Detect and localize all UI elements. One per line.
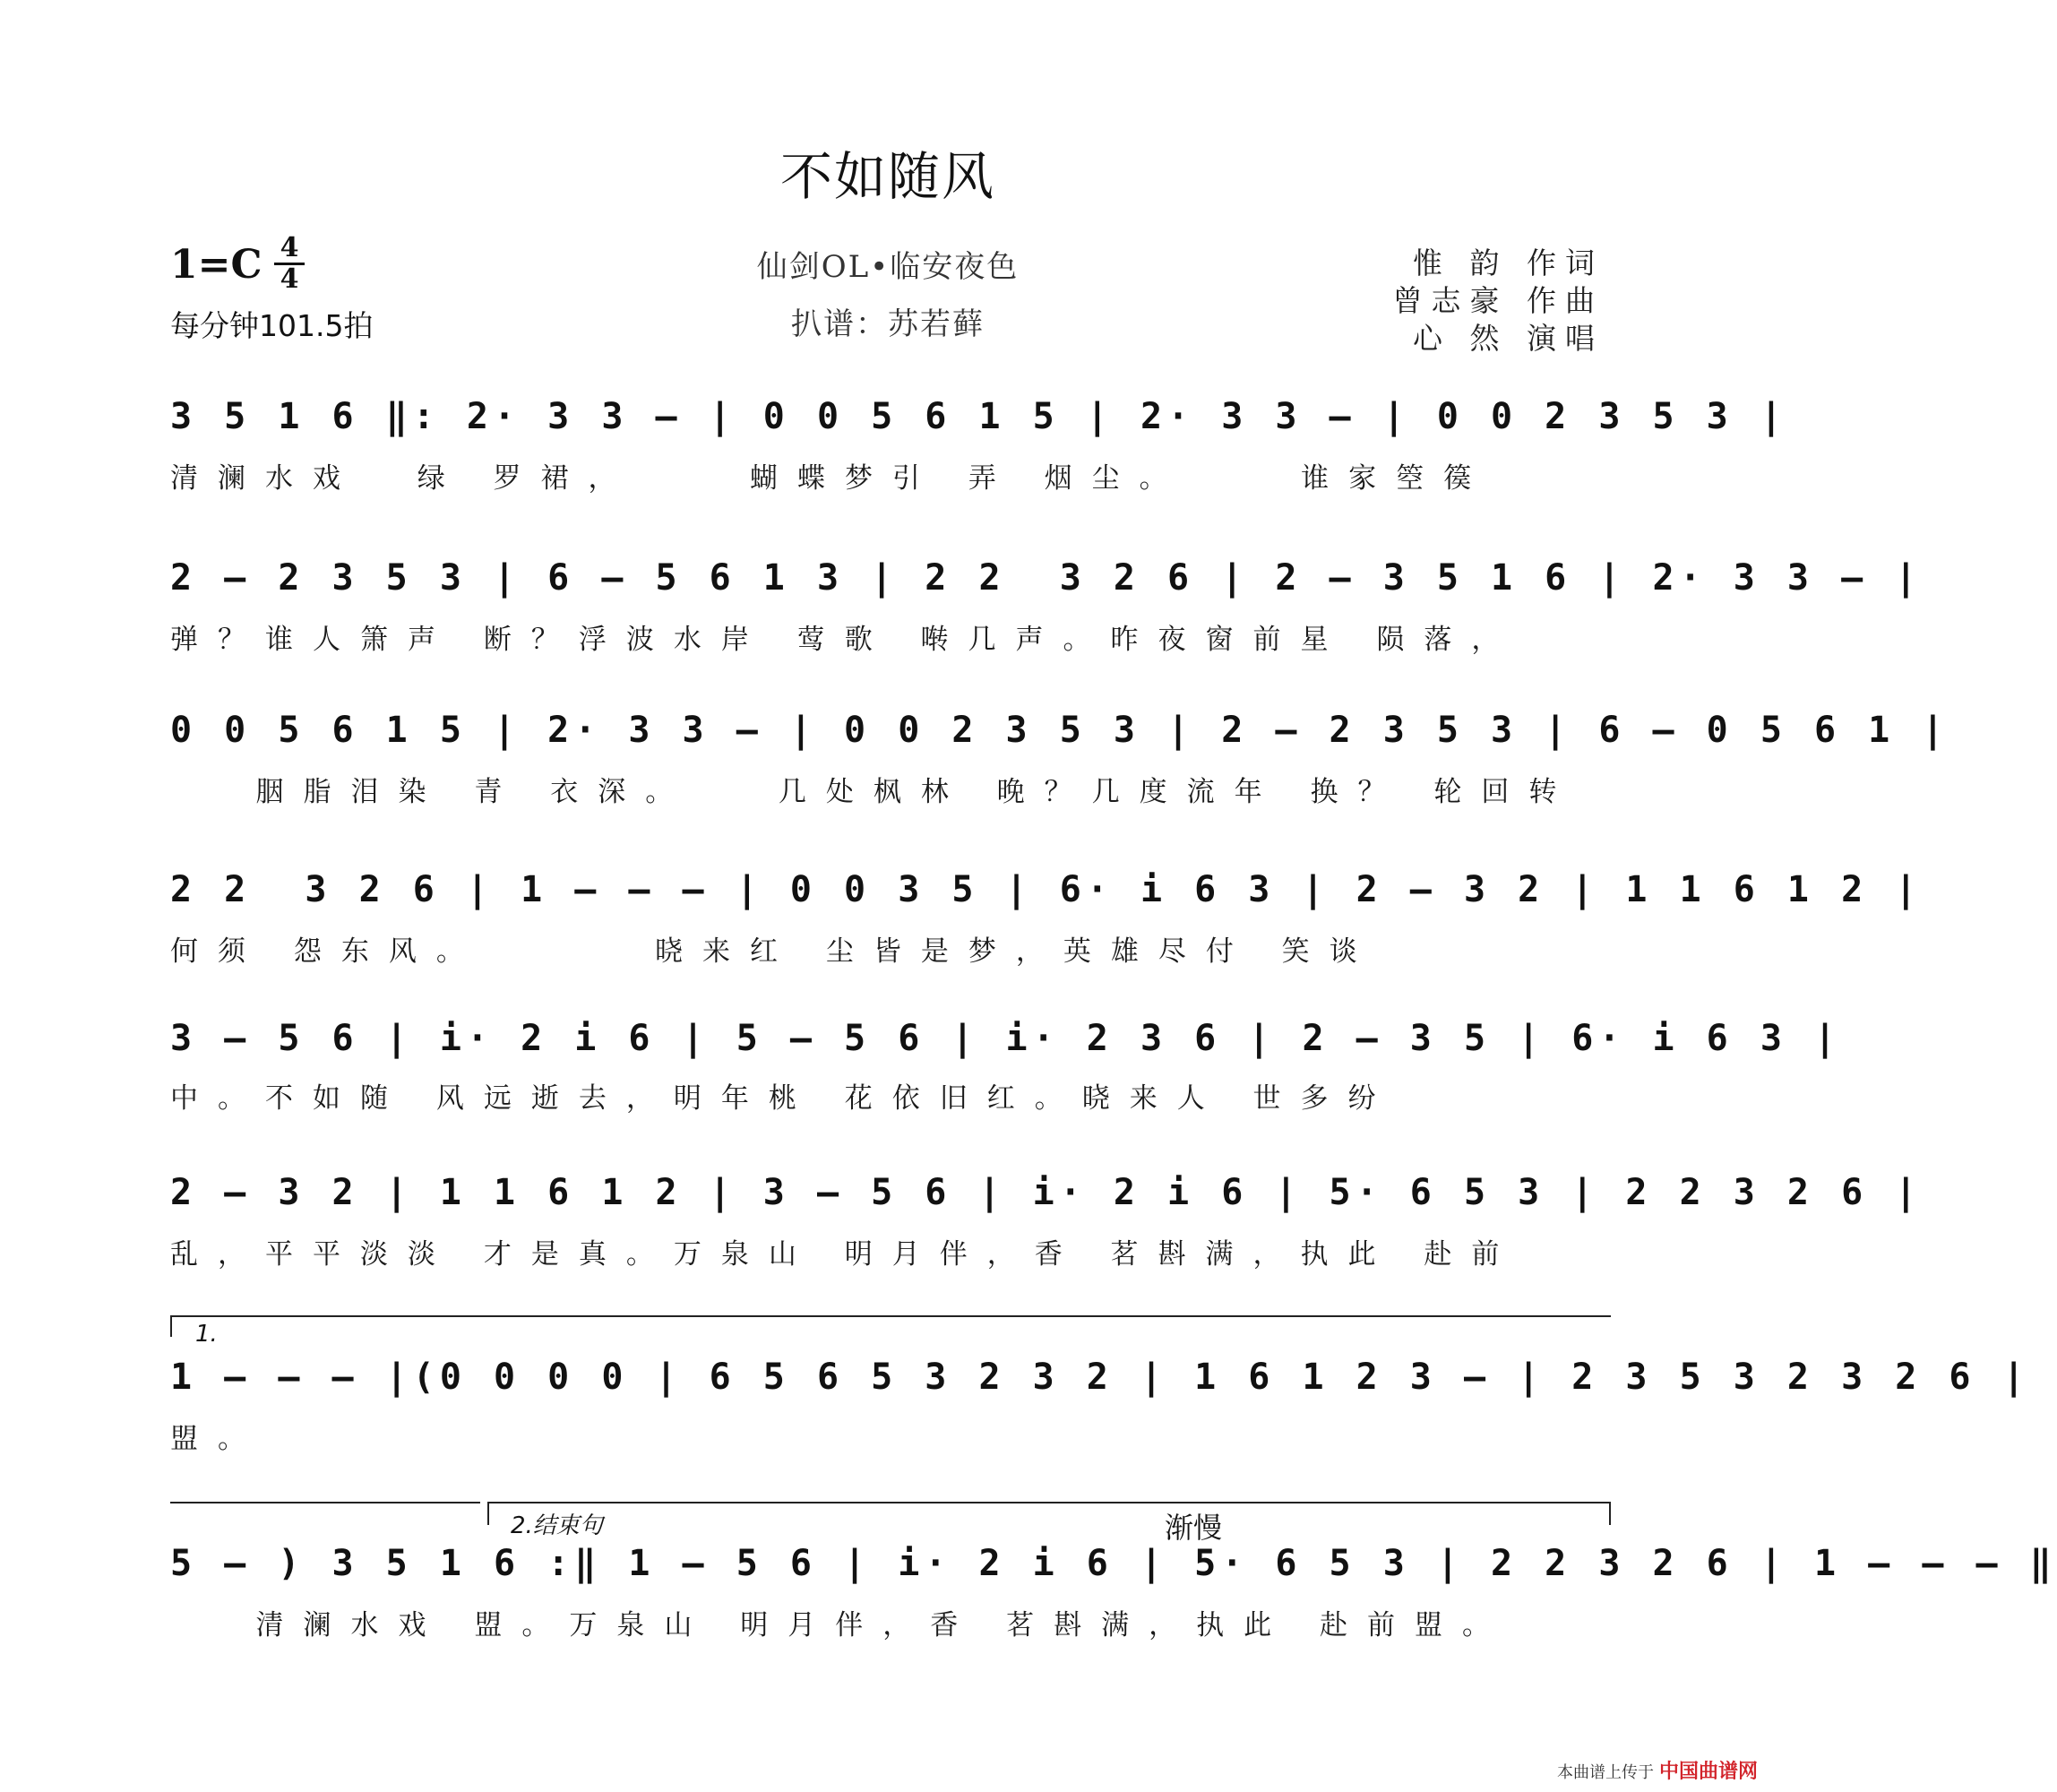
page-title: 不如随风	[779, 146, 995, 207]
notation-line: 3 – 5 6 | i· 2 i 6 | 5 – 5 6 | i· 2 3 6 | 2 – 3 5 | 6· i 6 3 |	[170, 1018, 1842, 1059]
volta-1-hook	[170, 1315, 172, 1337]
tempo-marking: 每分钟101.5拍	[170, 308, 374, 343]
credit-lyricist: 惟 韵 作词	[1413, 246, 1604, 280]
lyrics-line: 清澜水戏 绿 罗裙， 蝴蝶梦引 弄 烟尘。 谁家箜篌	[170, 462, 1492, 495]
footer-text: 本曲谱上传于	[1556, 1763, 1654, 1782]
notation-line: 2 – 2 3 5 3 | 6 – 5 6 1 3 | 2 2 3 2 6 | 2 – 3 5 1 6 | 2· 3 3 – |	[170, 557, 1923, 599]
lyrics-line: 何须 怨东风。 晓来红 尘皆是梦，英雄尽付 笑谈	[170, 935, 1377, 968]
volta-2-end-hook	[1609, 1502, 1611, 1525]
credit-singer: 心 然 演唱	[1413, 321, 1604, 356]
lyrics-line: 乱，平平淡淡 才是真。万泉山 明月伴，香 茗斟满，执此 赴前	[170, 1238, 1519, 1271]
footer	[1557, 1756, 1758, 1784]
volta-1-label: 1.	[195, 1321, 218, 1348]
lyrics-line: 盟。	[170, 1423, 265, 1455]
lyrics-line: 清澜水戏 盟。万泉山 明月伴，香 茗斟满，执此 赴前盟。	[170, 1609, 1510, 1641]
volta-2-hook	[487, 1502, 489, 1525]
lyrics-line: 胭脂泪染 青 衣深。 几处枫林 晚？几度流年 换？ 轮回转	[170, 776, 1577, 808]
tempo-change-marking: 渐慢	[1165, 1511, 1223, 1545]
volta-2-label: 2.结束句	[511, 1512, 603, 1539]
footer-brand-logo: 中国曲谱网	[1658, 1761, 1758, 1783]
lyrics-line: 弹？谁人箫声 断？浮波水岸 莺歌 啭几声。昨夜窗前星 陨落，	[170, 624, 1519, 656]
notation-line: 2 – 3 2 | 1 1 6 1 2 | 3 – 5 6 | i· 2 i 6 | 5· 6 5 3 | 2 2 3 2 6 |	[170, 1172, 1923, 1213]
volta-2-bracket	[487, 1502, 1611, 1503]
lyrics-line: 中。不如随 风远逝去，明年桃 花依旧红。晓来人 世多纷	[170, 1082, 1396, 1115]
notation-line: 2 2 3 2 6 | 1 – – – | 0 0 3 5 | 6· i 6 3 | 2 – 3 2 | 1 1 6 1 2 |	[170, 869, 1923, 910]
transcriber: 扒谱：苏若藓	[791, 306, 985, 342]
time-signature-top: 4	[280, 232, 299, 263]
subtitle: 仙剑OL•临安夜色	[756, 249, 1020, 285]
notation-line: 5 – ) 3 5 1 6 :‖ 1 – 5 6 | i· 2 i 6 | 5· 6 5 3 | 2 2 3 2 6 | 1 – – – ‖	[170, 1543, 2057, 1584]
key-signature: 1=C	[170, 242, 263, 288]
notation-line: 0 0 5 6 1 5 | 2· 3 3 – | 0 0 2 3 5 3 | 2 – 2 3 5 3 | 6 – 0 5 6 1 |	[170, 710, 1949, 751]
notation-line: 3 5 1 6 ‖: 2· 3 3 – | 0 0 5 6 1 5 | 2· 3 3 – | 0 0 2 3 5 3 |	[170, 396, 1787, 437]
time-signature-bottom: 4	[280, 263, 299, 295]
volta-1-bracket	[170, 1315, 1611, 1317]
notation-line: 1 – – – |(0 0 0 0 | 6 5 6 5 3 2 3 2 | 1 6 1 2 3 – | 2 3 5 3 2 3 2 6 |	[170, 1357, 2030, 1398]
credit-composer: 曾志豪 作曲	[1392, 283, 1604, 318]
volta-separator	[170, 1502, 480, 1503]
